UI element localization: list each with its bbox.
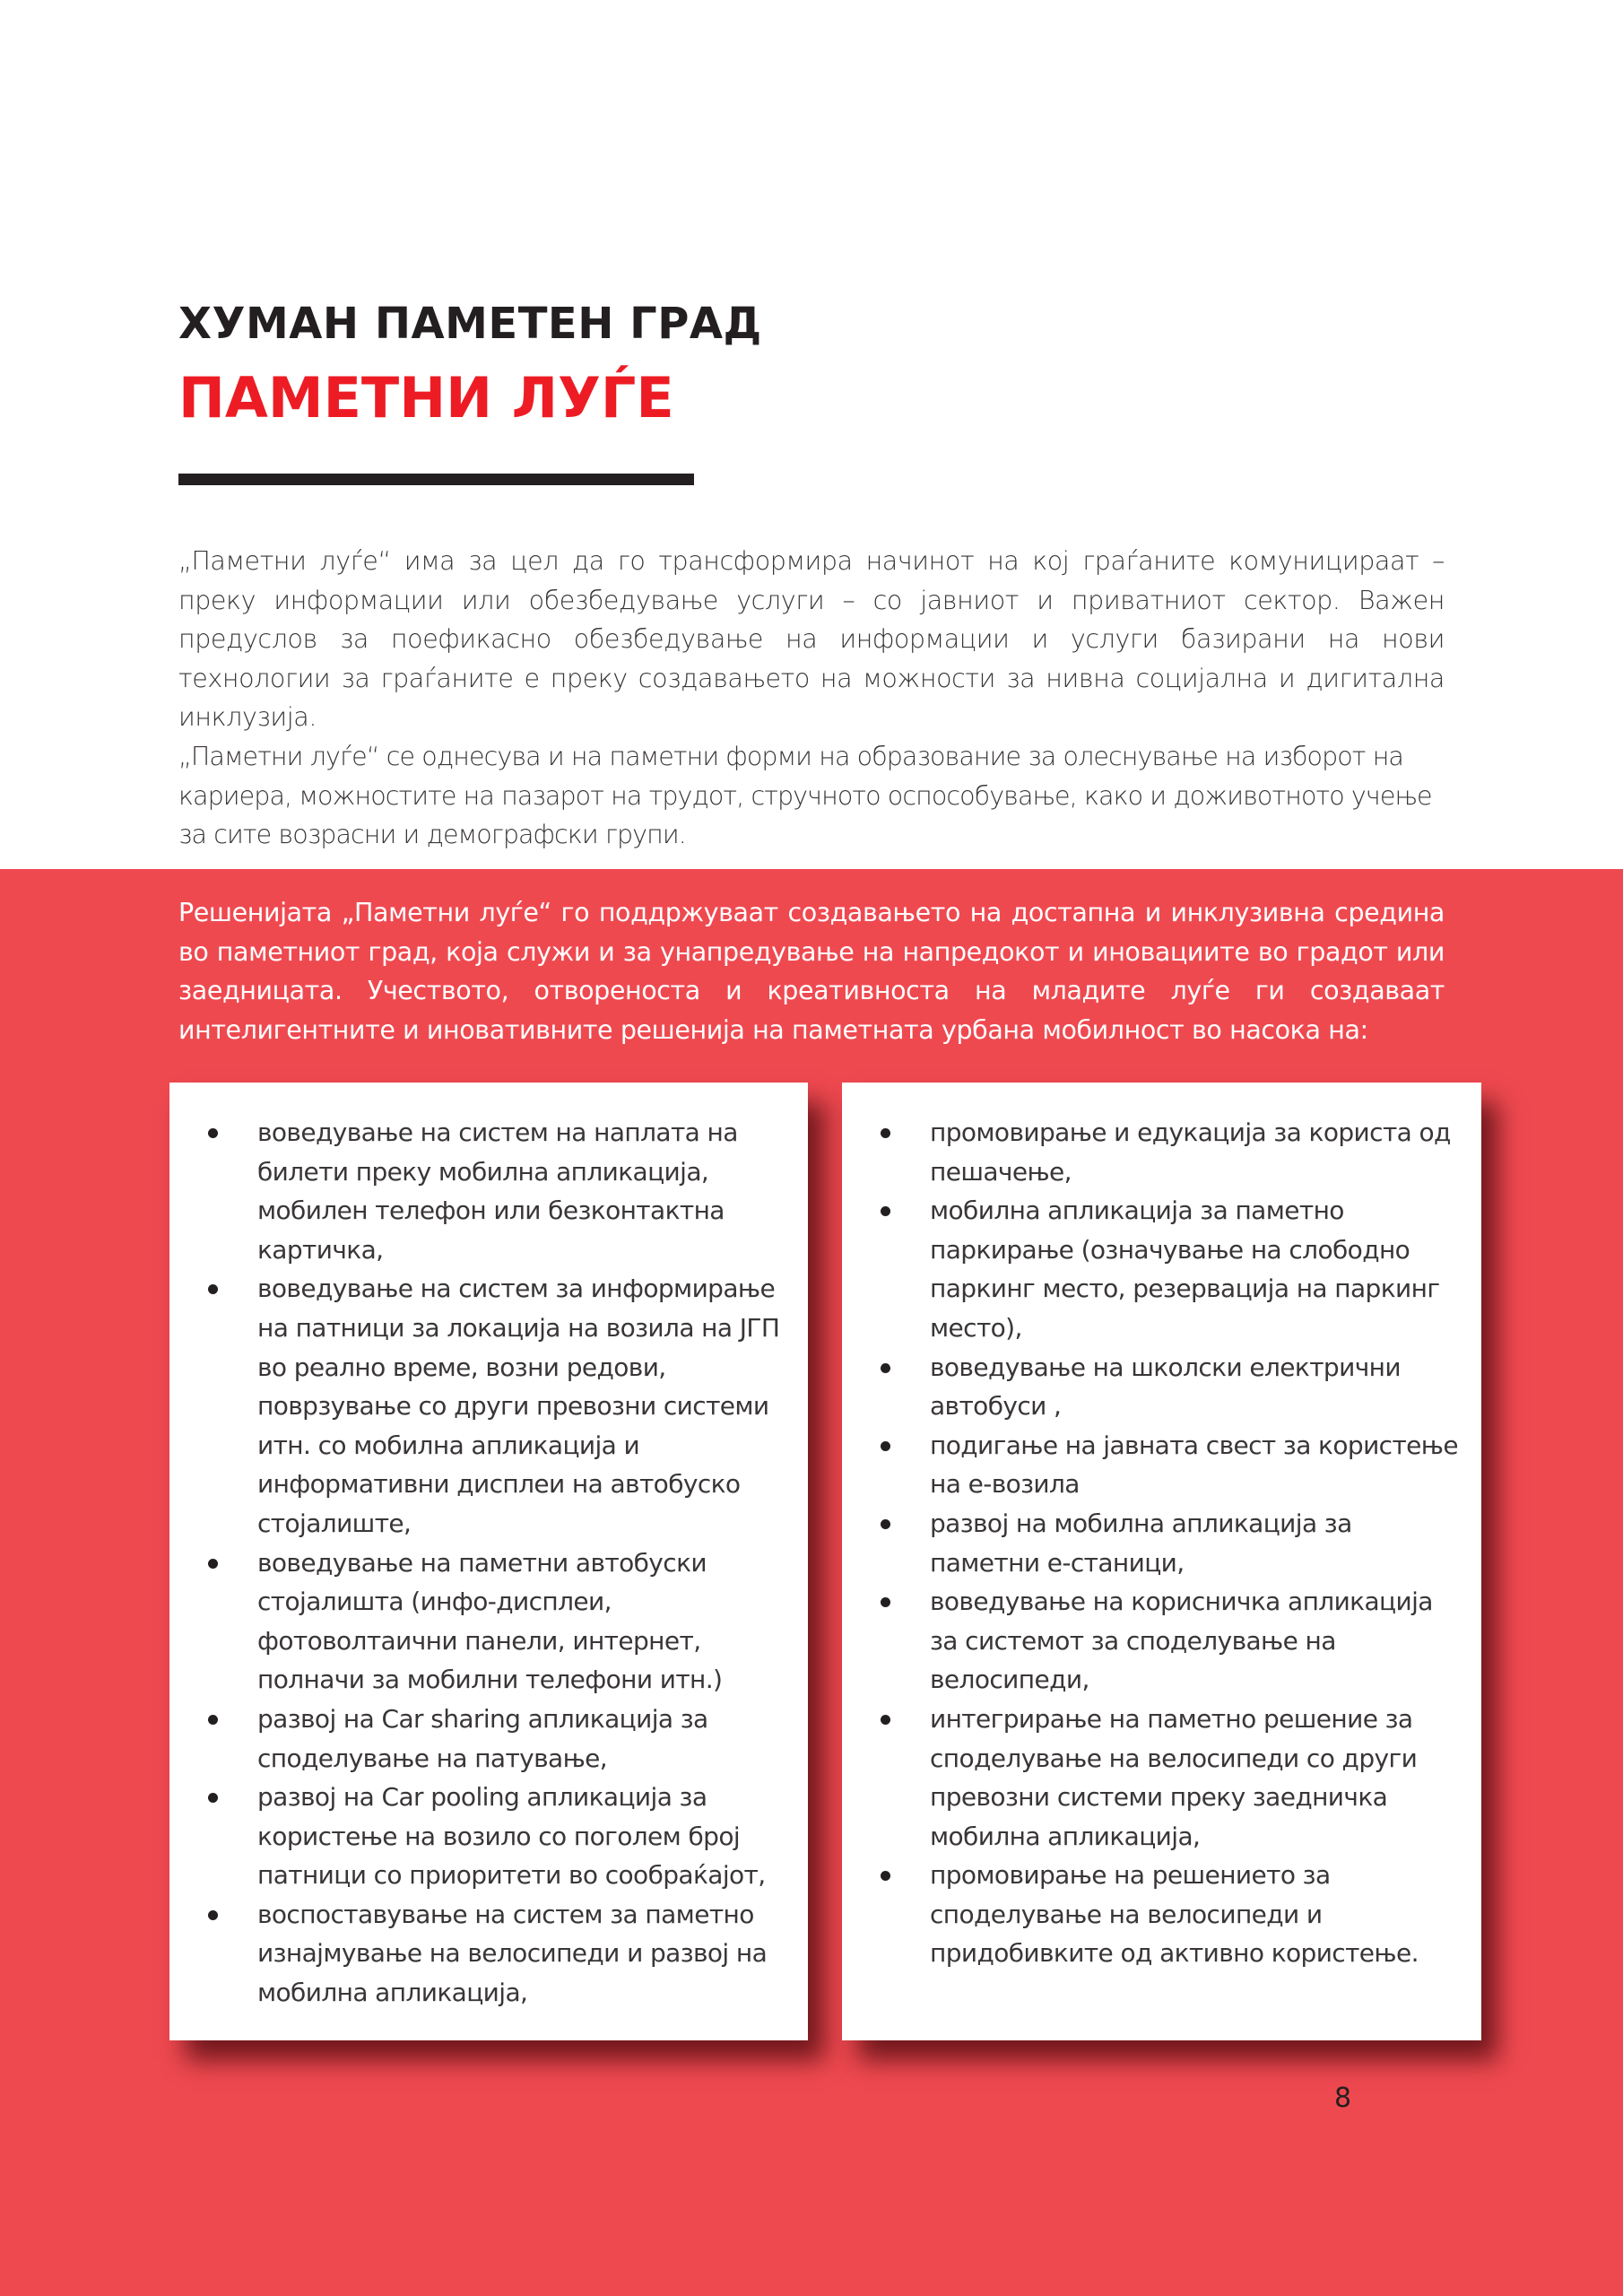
list-item: [867, 1191, 1460, 1347]
list-item-text: подигање на јавната свест за користење на е-возила: [930, 1430, 1458, 1500]
list-item: [195, 1778, 786, 1895]
list-item: [867, 1348, 1460, 1426]
list-item: [195, 1544, 786, 1700]
bullet-icon: [208, 1559, 218, 1569]
list-item: [867, 1856, 1460, 1973]
band-paragraph: Решенијата „Паметни луѓе“ го поддржуваат создавањето на достапна и инклузивна средина во паметниот град, која служи и за унапредување на напредокот и иновациите во градот или заедницата. Учеството, отвореноста и креативноста на младите луѓе ги создаваат интелигентните и иновативните решенија на паметната урбана мобилност во насока на:: [178, 898, 1445, 1045]
right-bullet-card: [842, 1083, 1481, 2040]
list-item-text: промовирање и едукација за користа од пешачење,: [930, 1118, 1451, 1187]
list-item: [867, 1426, 1460, 1504]
list-item: [195, 1895, 786, 2013]
right-bullet-list: [867, 1113, 1460, 1973]
bullet-icon: [881, 1363, 890, 1373]
list-item: [867, 1504, 1460, 1582]
page-title: ПАМЕТНИ ЛУЃЕ: [178, 365, 674, 430]
list-item-text: развој на мобилна апликација за паметни е-станици,: [930, 1508, 1352, 1578]
bullet-icon: [881, 1871, 890, 1881]
list-item: [867, 1582, 1460, 1700]
list-item: [195, 1269, 786, 1543]
list-item: [195, 1700, 786, 1778]
bullet-icon: [881, 1206, 890, 1216]
list-item-text: воспоставување на систем за паметно изнајмување на велосипеди и развој на мобилна апликација,: [257, 1899, 768, 2008]
page-number: 8: [1334, 2083, 1352, 2114]
list-item-text: воведување на корисничка апликација за системот за споделување на велосипеди,: [930, 1587, 1433, 1695]
bullet-icon: [881, 1519, 890, 1529]
list-item-text: промовирање на решението за споделување на велосипеди и придобивките од активно користење.: [930, 1860, 1419, 1969]
section-kicker: ХУМАН ПАМЕТЕН ГРАД: [178, 299, 762, 349]
intro-paragraph-1: „Паметни луѓе“ има за цел да го трансформира начинот на кој граѓаните комуницираат – преку информации или обезбедување услуги – со јавниот и приватниот сектор. Важен предуслов за поефикасно обезбедување на информации и услуги базирани на нови технологии за граѓаните е преку создавањето на можности за нивна социјална и дигитална инклузија.: [178, 546, 1445, 732]
list-item-text: воведување на школски електрични автобуси ,: [930, 1352, 1401, 1422]
list-item: [195, 1113, 786, 1269]
bullet-icon: [208, 1910, 218, 1920]
left-bullet-card: [169, 1083, 808, 2040]
list-item-text: воведување на систем на наплата на билети преку мобилна апликација, мобилен телефон или безконтактна картичка,: [257, 1118, 738, 1265]
bullet-icon: [208, 1284, 218, 1294]
list-item: [867, 1113, 1460, 1191]
bullet-icon: [208, 1128, 218, 1138]
bullet-icon: [208, 1793, 218, 1803]
bullet-icon: [881, 1597, 890, 1607]
bullet-icon: [881, 1715, 890, 1725]
title-underline-divider: [178, 474, 694, 485]
intro-paragraph-2: „Паметни луѓе“ се однесува и на паметни форми на образование за олеснување на изборот на кариера, можностите на пазарот на трудот, стручното оспособување, како и доживотното учење за сите возрасни и демографски групи.: [178, 742, 1432, 849]
list-item-text: воведување на паметни автобуски стојалишта (инфо-дисплеи, фотоволтаични панели, интернет, полначи за мобилни телефони итн.): [257, 1547, 723, 1695]
list-item-text: развој на Car pooling апликација за користење на возило со поголем број патници со приоритети во сообраќајот,: [257, 1782, 766, 1891]
bullet-icon: [881, 1441, 890, 1451]
list-item-text: воведување на систем за информирање на патници за локација на возила на ЈГП во реално време, возни редови, поврзување со други превозни системи итн. со мобилна апликација и информативни дисплеи на автобуско стојалиште,: [257, 1274, 780, 1538]
list-item-text: развој на Car sharing апликација за споделување на патување,: [257, 1703, 708, 1773]
list-item-text: интегрирање на паметно решение за споделување на велосипеди со други превозни системи преку заедничка мобилна апликација,: [930, 1703, 1418, 1851]
bullet-icon: [881, 1128, 890, 1138]
list-item: [867, 1700, 1460, 1856]
list-item-text: мобилна апликација за паметно паркирање (означување на слободно паркинг место, резервација на паркинг место),: [930, 1196, 1440, 1343]
bullet-icon: [208, 1715, 218, 1725]
left-bullet-list: [195, 1113, 786, 2013]
